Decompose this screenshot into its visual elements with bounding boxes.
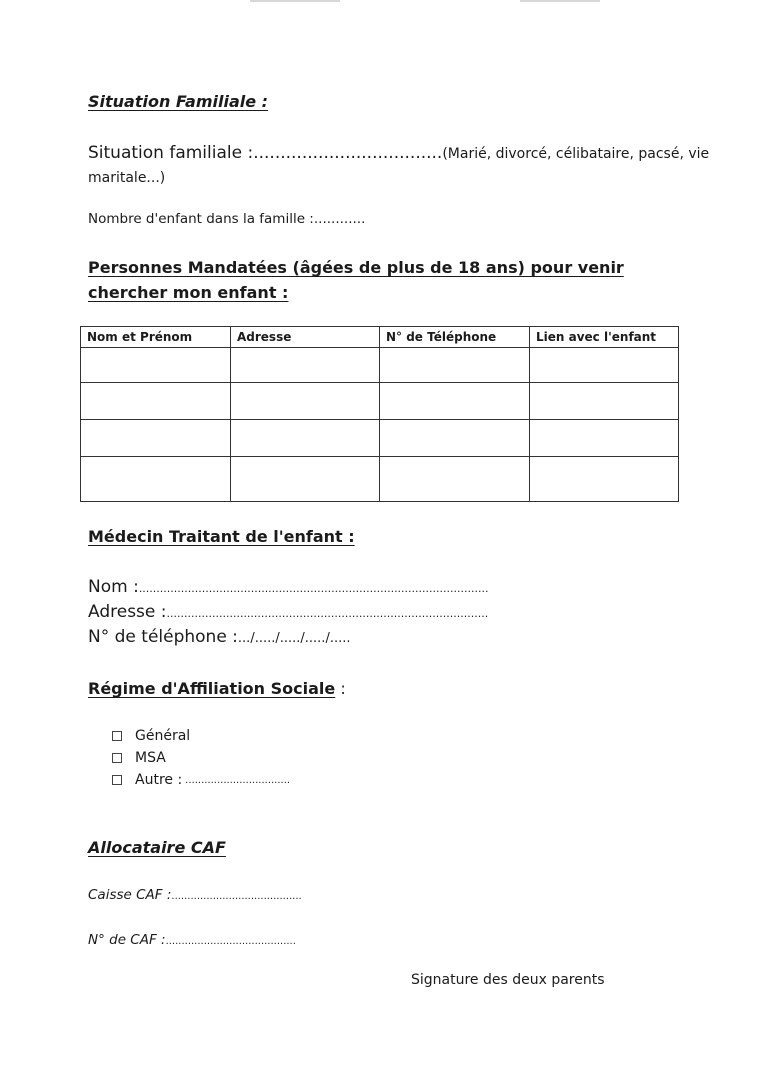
section-heading-situation: Situation Familiale :	[88, 92, 269, 111]
checkbox-box[interactable]	[112, 731, 122, 741]
section-heading-caf: Allocataire CAF	[88, 838, 226, 857]
column-header-phone: N° de Téléphone	[380, 327, 530, 348]
marital-status-field[interactable]	[88, 143, 709, 163]
doctor-name-label: Nom :	[88, 577, 139, 597]
caf-office-field[interactable]	[88, 887, 302, 903]
table-cell[interactable]	[380, 383, 530, 420]
checkbox-other[interactable]	[112, 772, 290, 788]
table-cell[interactable]	[530, 383, 679, 420]
table-cell[interactable]	[530, 457, 679, 502]
caf-number-field[interactable]	[88, 932, 296, 948]
caf-number-blank[interactable]: .........................................	[165, 936, 296, 947]
checkbox-box[interactable]	[112, 775, 122, 785]
doctor-name-field[interactable]	[88, 577, 488, 597]
table-cell[interactable]	[231, 383, 380, 420]
section-heading-doctor: Médecin Traitant de l'enfant :	[88, 527, 355, 546]
doctor-phone-field[interactable]	[88, 627, 351, 647]
table-row	[81, 457, 679, 502]
doctor-name-blank[interactable]: ....................................................................................................	[138, 582, 489, 595]
table-row	[81, 420, 679, 457]
section-heading-social	[88, 679, 346, 698]
table-row	[81, 348, 679, 383]
caf-office-blank[interactable]: .........................................	[171, 891, 302, 902]
table-cell[interactable]	[81, 420, 231, 457]
table-header-row	[81, 327, 679, 348]
table-cell[interactable]	[231, 348, 380, 383]
column-header-relation: Lien avec l'enfant	[530, 327, 679, 348]
marital-status-options-note: (Marié, divorcé, célibataire, pacsé, vie	[442, 146, 710, 162]
table-cell[interactable]	[530, 348, 679, 383]
table-cell[interactable]	[231, 420, 380, 457]
children-count-blank[interactable]: ............	[313, 211, 366, 227]
caf-office-label: Caisse CAF :	[88, 887, 172, 903]
doctor-address-label: Adresse :	[88, 602, 167, 622]
table-cell[interactable]	[81, 457, 231, 502]
scan-artifact	[520, 0, 600, 2]
table-cell[interactable]	[231, 457, 380, 502]
table-cell[interactable]	[380, 420, 530, 457]
checkbox-box[interactable]	[112, 753, 122, 763]
social-heading-text: Régime d'Affiliation Sociale	[88, 679, 336, 698]
marital-status-blank[interactable]: ...................................	[253, 143, 443, 163]
mandated-persons-table	[80, 326, 679, 502]
checkbox-label: Général	[135, 728, 191, 744]
checkbox-label: MSA	[135, 750, 166, 766]
children-count-field[interactable]	[88, 211, 365, 227]
children-count-label: Nombre d'enfant dans la famille :	[88, 211, 314, 227]
table-cell[interactable]	[380, 348, 530, 383]
signature-label: Signature des deux parents	[411, 972, 605, 988]
column-header-address: Adresse	[231, 327, 380, 348]
social-heading-suffix: :	[335, 679, 346, 698]
checkbox-msa[interactable]	[112, 750, 166, 766]
marital-status-label: Situation familiale :	[88, 143, 254, 163]
doctor-phone-label: N° de téléphone :	[88, 627, 238, 647]
doctor-address-blank[interactable]: ............................................................................................	[166, 607, 489, 620]
column-header-name: Nom et Prénom	[81, 327, 231, 348]
scan-artifact	[250, 0, 340, 2]
other-regime-blank[interactable]: .................................	[185, 774, 291, 786]
section-heading-mandated: Personnes Mandatées (âgées de plus de 18 ans) pour venir chercher mon enfant :	[88, 258, 624, 302]
table-cell[interactable]	[530, 420, 679, 457]
checkbox-label: Autre :	[135, 772, 183, 788]
doctor-address-field[interactable]	[88, 602, 488, 622]
checkbox-general[interactable]	[112, 728, 190, 744]
caf-number-label: N° de CAF :	[88, 932, 166, 948]
table-row	[81, 383, 679, 420]
table-cell[interactable]	[81, 383, 231, 420]
table-cell[interactable]	[81, 348, 231, 383]
marital-status-options-note-cont: maritale...)	[88, 170, 166, 186]
table-cell[interactable]	[380, 457, 530, 502]
doctor-phone-blank[interactable]: .../...../...../...../.....	[237, 631, 351, 646]
